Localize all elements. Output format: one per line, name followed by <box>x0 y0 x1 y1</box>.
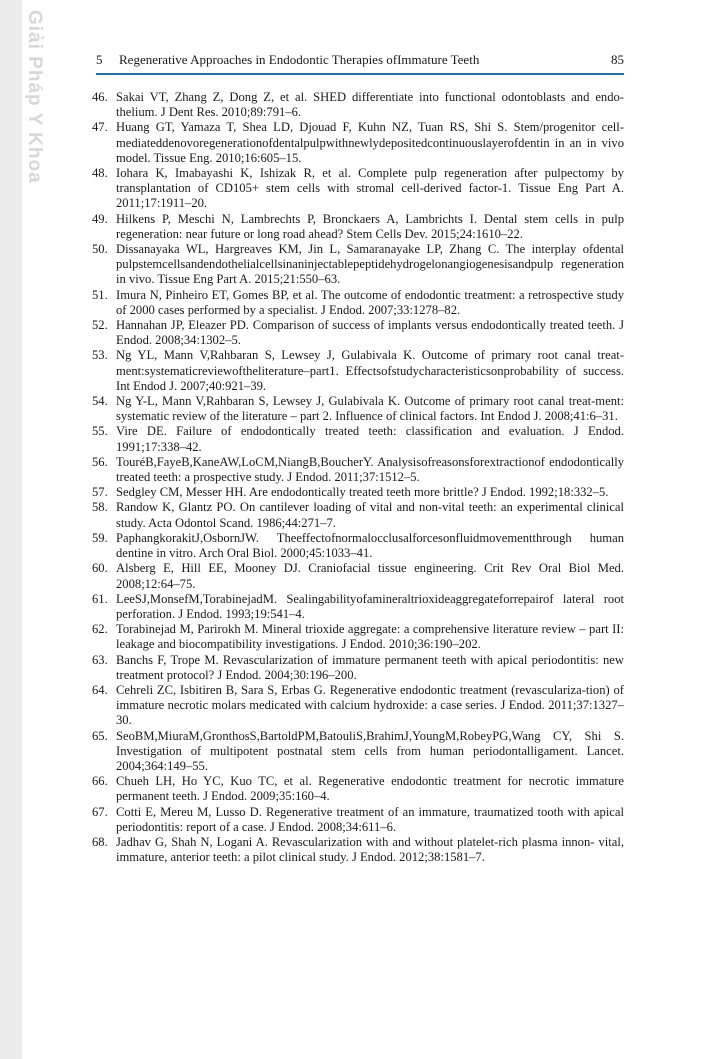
reference-item <box>92 485 624 500</box>
reference-number: 46. <box>92 90 108 104</box>
reference-item <box>92 242 624 288</box>
reference-item <box>92 728 624 775</box>
reference-text: Imura N, Pinheiro ET, Gomes BP, et al. The outcome of endodontic treatment: a retrospective study of 2000 cases performed by a specialist. J Endod. 2007;33:1278–82. <box>116 287 624 317</box>
reference-text: Hannahan JP, Eleazer PD. Comparison of success of implants versus endodontically treated teeth. J Endod. 2008;34:1302–5. <box>116 318 624 348</box>
reference-text: Sakai VT, Zhang Z, Dong Z, et al. SHED differentiate into functional odontoblasts and endo- thelium. J Dent Res. 2010;89:791–6. <box>116 90 624 120</box>
reference-item <box>92 652 624 683</box>
reference-number: 50. <box>92 242 108 257</box>
reference-item <box>92 804 624 835</box>
reference-number: 57. <box>92 485 108 500</box>
reference-text: SeoBM,MiuraM,GronthosS,BartoldPM,BatouliS,BrahimJ,YoungM,RobeyPG,Wang CY, Shi S. Investigation of multipotent postnatal stem cells from human periodontalligament. Lancet. 2004;364:149–55. <box>116 728 624 773</box>
reference-text: Sedgley CM, Messer HH. Are endodontically treated teeth more brittle? J Endod. 1992;18:332–5. <box>116 485 609 500</box>
reference-item <box>92 774 624 804</box>
reference-number: 53. <box>92 348 108 363</box>
reference-item <box>92 348 624 394</box>
running-header <box>96 52 624 72</box>
reference-text: Cehreli ZC, Isbitiren B, Sara S, Erbas G. Regenerative endodontic treatment (revasculariza-tion) of immature necrotic molars medicated with calcium hydroxide: a case series. J Endod. 2011;37:1327–30. <box>116 682 624 728</box>
reference-number: 49. <box>92 211 108 226</box>
reference-number: 54. <box>92 394 108 409</box>
reference-text: LeeSJ,MonsefM,TorabinejadM. Sealingabilityofamineraltrioxideaggregateforrepairof lateral root perforation. J Endod. 1993;19:541–4. <box>116 591 624 621</box>
reference-item <box>92 834 624 865</box>
reference-text: TouréB,FayeB,KaneAW,LoCM,NiangB,BoucherY. Analysisofreasonsforextractionof endodontically treated teeth: a prospective study. J Endod. 2011;37:1512–5. <box>116 454 624 485</box>
reference-item <box>92 90 624 120</box>
header-rule <box>96 73 624 75</box>
reference-text: Jadhav G, Shah N, Logani A. Revascularization with and without platelet-rich plasma innon- vital, immature, anterior teeth: a pilot clinical study. J Endod. 2012;38:1581–7. <box>116 834 624 865</box>
reference-item <box>92 424 624 454</box>
reference-number: 60. <box>92 561 108 576</box>
reference-number: 48. <box>92 166 108 181</box>
reference-text: Iohara K, Imabayashi K, Ishizak R, et al. Complete pulp regeneration after pulpectomy by transplantation of CD105+ stem cells with stromal cell-derived factor-1. Tissue Eng Part A. 2011;17:1911–20. <box>116 166 624 211</box>
reference-text: Vire DE. Failure of endodontically treated teeth: classification and evaluation. J Endod. 1991;17:338–42. <box>116 424 624 454</box>
reference-number: 64. <box>92 682 108 697</box>
reference-text: Cotti E, Mereu M, Lusso D. Regenerative treatment of an immature, traumatized tooth with apical periodontitis: report of a case. J Endod. 2008;34:611–6. <box>116 804 624 834</box>
reference-text: Torabinejad M, Parirokh M. Mineral trioxide aggregate: a comprehensive literature review – part II: leakage and biocompatibility investigations. J Endod. 2010;36:190–202. <box>116 622 624 652</box>
reference-item <box>92 500 624 530</box>
reference-text: Ng Y-L, Mann V,Rahbaran S, Lewsey J, Gulabivala K. Outcome of primary root canal treat-ment: systematic review of the literature – part 2. Influence of clinical factors. Int Endod J. 2008;41:6–31. <box>116 394 624 424</box>
reference-number: 62. <box>92 622 108 637</box>
reference-item <box>92 287 624 318</box>
reference-number: 67. <box>92 804 108 819</box>
reference-number: 59. <box>92 530 108 545</box>
reference-text: Dissanayaka WL, Hargreaves KM, Jin L, Samaranayake LP, Zhang C. The interplay ofdental pulpstemcellsandendothelialcellsinaninjectablepeptidehydrogelonangiogenesisandpulp regeneration in vivo. Tissue Eng Part A. 2015;21:550–63. <box>116 242 624 287</box>
reference-number: 58. <box>92 500 108 515</box>
reference-item <box>92 454 624 485</box>
watermark: Giải Pháp Y Khoa <box>24 10 45 184</box>
page-number: 85 <box>611 52 624 67</box>
reference-text: Chueh LH, Ho YC, Kuo TC, et al. Regenerative endodontic treatment for necrotic immature permanent teeth. J Endod. 2009;35:160–4. <box>116 774 624 804</box>
reference-item <box>92 318 624 348</box>
reference-number: 52. <box>92 318 108 333</box>
reference-list <box>92 90 624 865</box>
reference-item <box>92 530 624 561</box>
reference-text: Hilkens P, Meschi N, Lambrechts P, Bronckaers A, Lambrichts I. Dental stem cells in pulp regeneration: near future or long road ahead? Stem Cells Dev. 2015;24:1610–22. <box>116 211 624 241</box>
reference-text: PaphangkorakitJ,OsbornJW. Theeffectofnormalocclusalforcesonfluidmovementthrough human dentine in vitro. Arch Oral Biol. 2000;45:1033–41. <box>116 530 624 561</box>
reference-number: 61. <box>92 591 108 606</box>
reference-text: Huang GT, Yamaza T, Shea LD, Djouad F, Kuhn NZ, Tuan RS, Shi S. Stem/progenitor cell-mediateddenovoregenerationofdentalpulpwithnewlydepositedcontinuouslayerofdentin in an in vivo model. Tissue Eng. 2010;16:605–15. <box>116 120 624 165</box>
reference-item <box>92 394 624 424</box>
reference-number: 55. <box>92 424 108 439</box>
chapter-number: 5 <box>96 52 103 67</box>
reference-item <box>92 622 624 652</box>
reference-number: 66. <box>92 774 108 789</box>
reference-text: Banchs F, Trope M. Revascularization of immature permanent teeth with apical periodontitis: new treatment protocol? J Endod. 2004;30:196–200. <box>116 652 624 682</box>
reference-item <box>92 211 624 242</box>
reference-item <box>92 591 624 622</box>
reference-number: 68. <box>92 834 108 849</box>
reference-number: 65. <box>92 728 108 743</box>
reference-item <box>92 561 624 591</box>
reference-number: 47. <box>92 120 108 135</box>
reference-text: Ng YL, Mann V,Rahbaran S, Lewsey J, Gulabivala K. Outcome of primary root canal treat-ment:systematicreviewoftheliterature–part1. Effectsofstudycharacteristicsonprobability of success. Int Endod J. 2007;40:921–39. <box>116 348 624 393</box>
reference-number: 63. <box>92 652 108 667</box>
reference-text: Alsberg E, Hill EE, Mooney DJ. Craniofacial tissue engineering. Crit Rev Oral Biol Med. 2008;12:64–75. <box>116 561 624 591</box>
reference-item <box>92 166 624 212</box>
reference-item <box>92 682 624 729</box>
running-title: Regenerative Approaches in Endodontic Therapies ofImmature Teeth <box>119 52 480 67</box>
reference-item <box>92 120 624 166</box>
reference-number: 56. <box>92 454 108 469</box>
reference-text: Randow K, Glantz PO. On cantilever loading of vital and non-vital teeth: an experimental clinical study. Acta Odontol Scand. 1986;44:271–7. <box>116 500 624 530</box>
reference-number: 51. <box>92 287 108 302</box>
